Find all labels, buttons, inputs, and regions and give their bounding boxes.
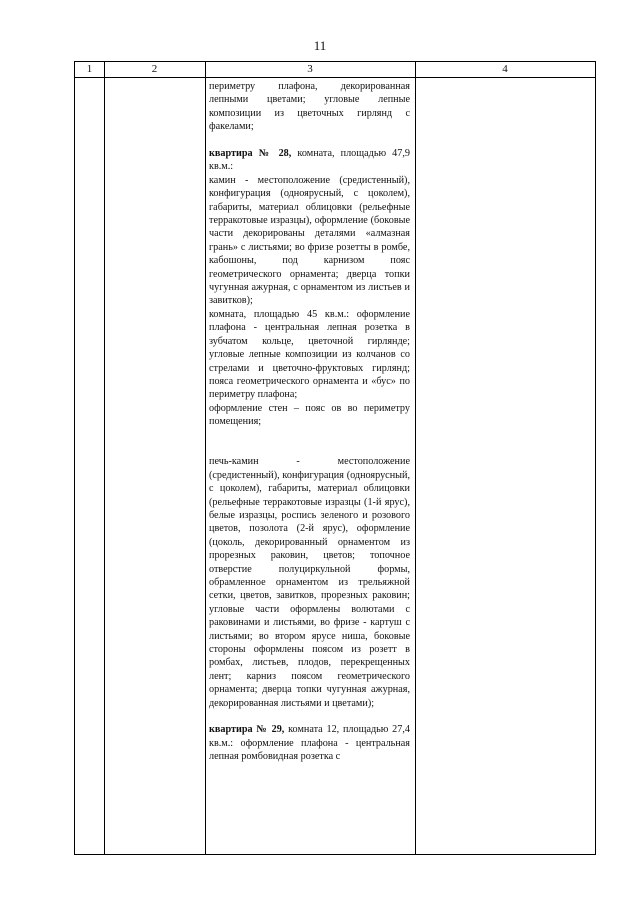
paragraph-plafond-continuation: периметру плафона, декорированная лепными цветами; угловые лепные композиции из цветочных гирлянд с факелами; (209, 81, 410, 133)
paragraph-apartment-29 (209, 723, 410, 763)
document-table (74, 61, 596, 855)
apartment-29-room: комната 12, площадью 27,4 кв.м.: оформление плафона - центральная лепная ромбовидная розетка с (209, 724, 410, 763)
column-divider (104, 62, 105, 854)
header-col-4: 4 (502, 63, 508, 75)
column-divider (205, 62, 206, 854)
header-divider (75, 77, 595, 78)
spacer (209, 134, 410, 147)
spacer (209, 429, 410, 456)
apartment-28-label: квартира № 28, (209, 148, 292, 160)
spacer (209, 710, 410, 723)
apartment-28-room: комната, площадью 47,9 кв.м.: (209, 148, 410, 173)
column-divider (415, 62, 416, 854)
paragraph-fireplace: камин - местоположение (средистенный), конфигурация (одноярусный, с цоколем), габариты, материал облицовки (рельефные терракотовые изразцы), оформление (боковые части декорированы деталями «алмазная грань» с листьями; во фризе розетты в ромбе, кабошоны, под карнизом пояс геометрического орнамента; дверца топки чугунная ажурная, с орнаментом из листьев и завитков); (209, 174, 410, 307)
column-3-content (209, 80, 410, 764)
apartment-29-label: квартира № 29, (209, 724, 285, 736)
paragraph-walls: оформление стен – пояс ов во периметру помещения; (209, 402, 410, 428)
paragraph-room-45: комната, площадью 45 кв.м.: оформление плафона - центральная лепная розетка в зубчатом кольце, цветочной гирлянде; угловые лепные композиции из колчанов со стрелами и цветочно-фруктовых гирлянд; пояса геометрического орнамента и «бус» по периметру плафона; (209, 308, 410, 401)
header-col-2: 2 (151, 63, 158, 75)
paragraph-stove-fireplace: печь-камин - местоположение (средистенный), конфигурация (одноярусный, с цоколем), габариты, материал облицовки (рельефные терракотовые изразцы (1-й ярус), белые изразцы, роспись зеленого и розового цветов, позолота (2-й ярус), оформление (цоколь, декорированный орнаментом из прорезных раковин, цветов; топочное отверстие полуциркульной формы, обрамленное орнаментом из трельяжной сетки, цветов, завитков, прорезных раковин; угловые части оформлены волютами с раковинами и листьями, во фризе - картуш с листьями; во втором ярусе ниша, боковые стороны оформлены поясом из розетт в ромбах, листьев, плодов, перекрещенных лент; карниз поясом геометрического орнамента; дверца топки чугунная ажурная, декорированная листьями и цветами); (209, 456, 410, 709)
paragraph-apartment-28 (209, 147, 410, 174)
header-col-3: 3 (307, 63, 313, 75)
header-col-1: 1 (86, 63, 93, 75)
page-number: 11 (313, 38, 327, 53)
